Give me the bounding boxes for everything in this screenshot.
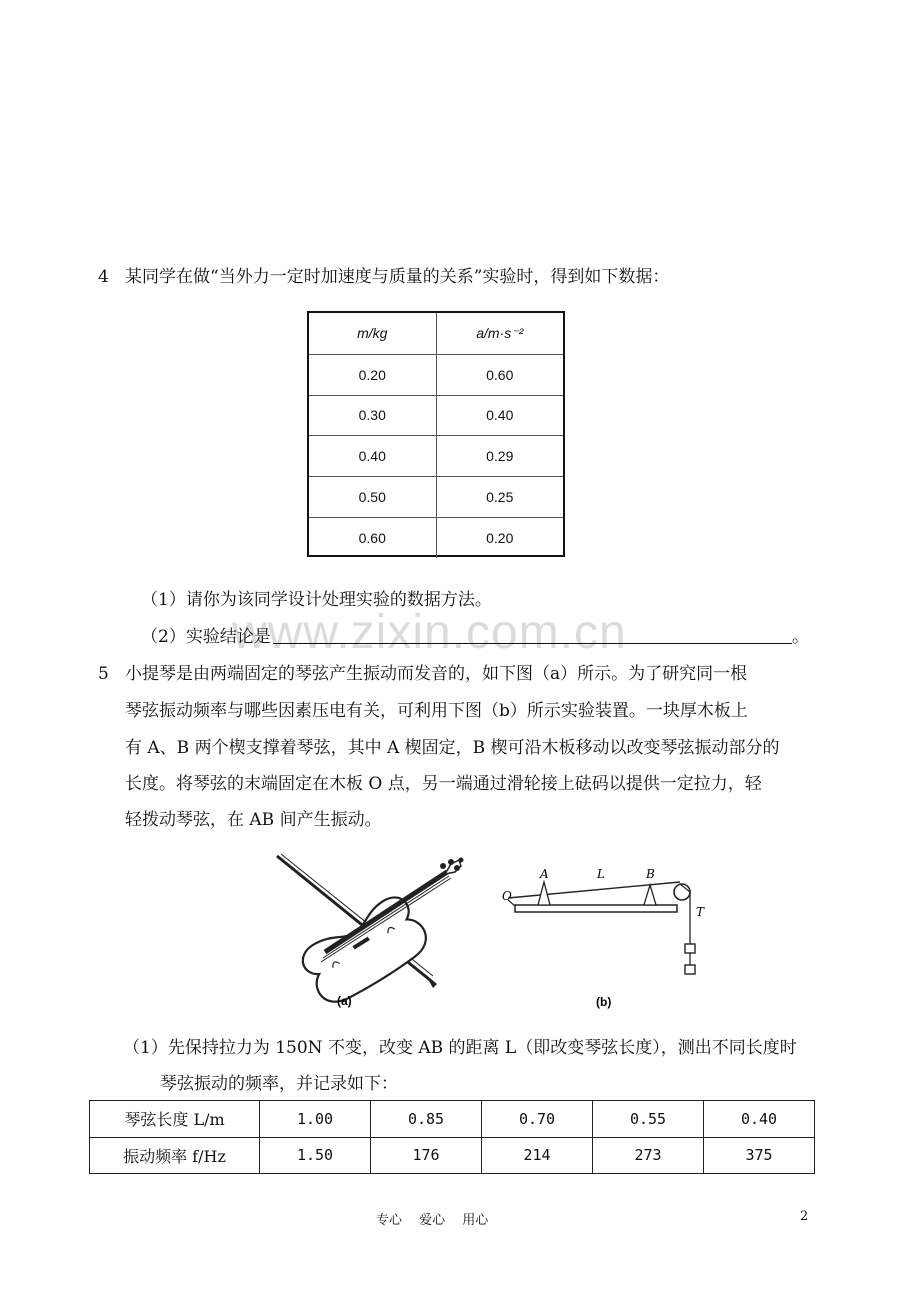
question-4-text: 某同学在做“当外力一定时加速度与质量的关系”实验时，得到如下数据： bbox=[125, 267, 670, 287]
table-cell: 0.60 bbox=[358, 529, 386, 546]
table-row bbox=[90, 1137, 815, 1174]
table-cell: 1.50 bbox=[260, 1137, 371, 1174]
question-4-sub2-end: 。 bbox=[792, 627, 809, 647]
watermark: www.zixin.com.cn bbox=[232, 606, 627, 659]
table-row-header: 振动频率 f/Hz bbox=[90, 1137, 260, 1174]
string-apparatus-figure bbox=[500, 860, 720, 1010]
page-footer: 专心 爱心 用心 bbox=[376, 1213, 489, 1228]
pulley bbox=[674, 884, 690, 944]
table-row bbox=[309, 476, 563, 517]
question-5-sub1-line2: 琴弦振动的频率，并记录如下： bbox=[160, 1074, 398, 1094]
question-5-line: 琴弦振动频率与哪些因素压电有关，可利用下图（b）所示实验装置。一块厚木板上 bbox=[125, 701, 748, 721]
answer-blank bbox=[273, 643, 792, 644]
violin-figure bbox=[265, 850, 485, 1010]
wedge-b bbox=[644, 885, 656, 905]
question-4-sub1: （1）请你为该同学设计处理实验的数据方法。 bbox=[141, 590, 492, 610]
question-5-sub1-line1: （1）先保持拉力为 150N 不变，改变 AB 的距离 L（即改变琴弦长度），测出不同长度时 bbox=[123, 1038, 797, 1058]
table-row bbox=[309, 435, 563, 476]
table-cell: 0.50 bbox=[358, 489, 386, 506]
label-l: L bbox=[597, 867, 605, 881]
table-cell: 0.70 bbox=[482, 1101, 593, 1138]
mass-acceleration-table bbox=[307, 311, 565, 557]
table-header-cell: m/kg bbox=[357, 325, 388, 342]
table-cell: 0.40 bbox=[436, 396, 564, 436]
question-5-line: 长度。将琴弦的末端固定在木板 O 点，另一端通过滑轮接上砝码以提供一定拉力，轻 bbox=[125, 774, 762, 794]
question-5-number: 5 bbox=[98, 664, 109, 684]
violin-body bbox=[296, 891, 434, 1010]
table-row bbox=[309, 517, 563, 558]
question-5-line: 有 A、B 两个楔支撑着琴弦，其中 A 楔固定，B 楔可沿木板移动以改变琴弦振动部分的 bbox=[125, 738, 780, 758]
table-cell: 1.00 bbox=[260, 1101, 371, 1138]
question-5-line: 小提琴是由两端固定的琴弦产生振动而发音的，如下图（a）所示。为了研究同一根 bbox=[125, 664, 748, 684]
table-cell: 0.60 bbox=[436, 355, 564, 395]
label-b: B bbox=[646, 867, 655, 881]
figure-a-label: (a) bbox=[337, 994, 352, 1008]
table-cell: 0.20 bbox=[436, 518, 564, 558]
wedge-a bbox=[538, 882, 550, 905]
table-cell: 0.30 bbox=[358, 407, 386, 424]
figure-b-label: (b) bbox=[596, 995, 612, 1009]
table-cell: 176 bbox=[371, 1137, 482, 1174]
table-cell: 0.40 bbox=[358, 448, 386, 465]
table-cell: 0.55 bbox=[593, 1101, 704, 1138]
question-4-sub2: （2）实验结论是 bbox=[141, 627, 271, 647]
table-cell: 375 bbox=[704, 1137, 815, 1174]
string-frequency-table bbox=[89, 1100, 815, 1174]
table-cell: 0.40 bbox=[704, 1101, 815, 1138]
label-o: O bbox=[502, 889, 512, 903]
table-row bbox=[309, 395, 563, 436]
table-cell: 214 bbox=[482, 1137, 593, 1174]
table-header-row bbox=[309, 313, 563, 354]
table-cell: 0.29 bbox=[436, 436, 564, 476]
table-cell: 0.25 bbox=[436, 477, 564, 517]
weights bbox=[685, 944, 695, 974]
table-row bbox=[90, 1101, 815, 1138]
table-cell: 273 bbox=[593, 1137, 704, 1174]
table-cell: 0.85 bbox=[371, 1101, 482, 1138]
label-t: T bbox=[696, 905, 705, 919]
table-header-cell: a/m·s⁻² bbox=[436, 313, 564, 354]
page-number: 2 bbox=[800, 1209, 809, 1224]
question-5-line: 轻拨动琴弦，在 AB 间产生振动。 bbox=[125, 810, 382, 830]
question-4-number: 4 bbox=[98, 267, 109, 287]
table-cell: 0.20 bbox=[358, 366, 386, 383]
table-row-header: 琴弦长度 L/m bbox=[90, 1101, 260, 1138]
label-a: A bbox=[540, 867, 549, 881]
table-row bbox=[309, 354, 563, 395]
